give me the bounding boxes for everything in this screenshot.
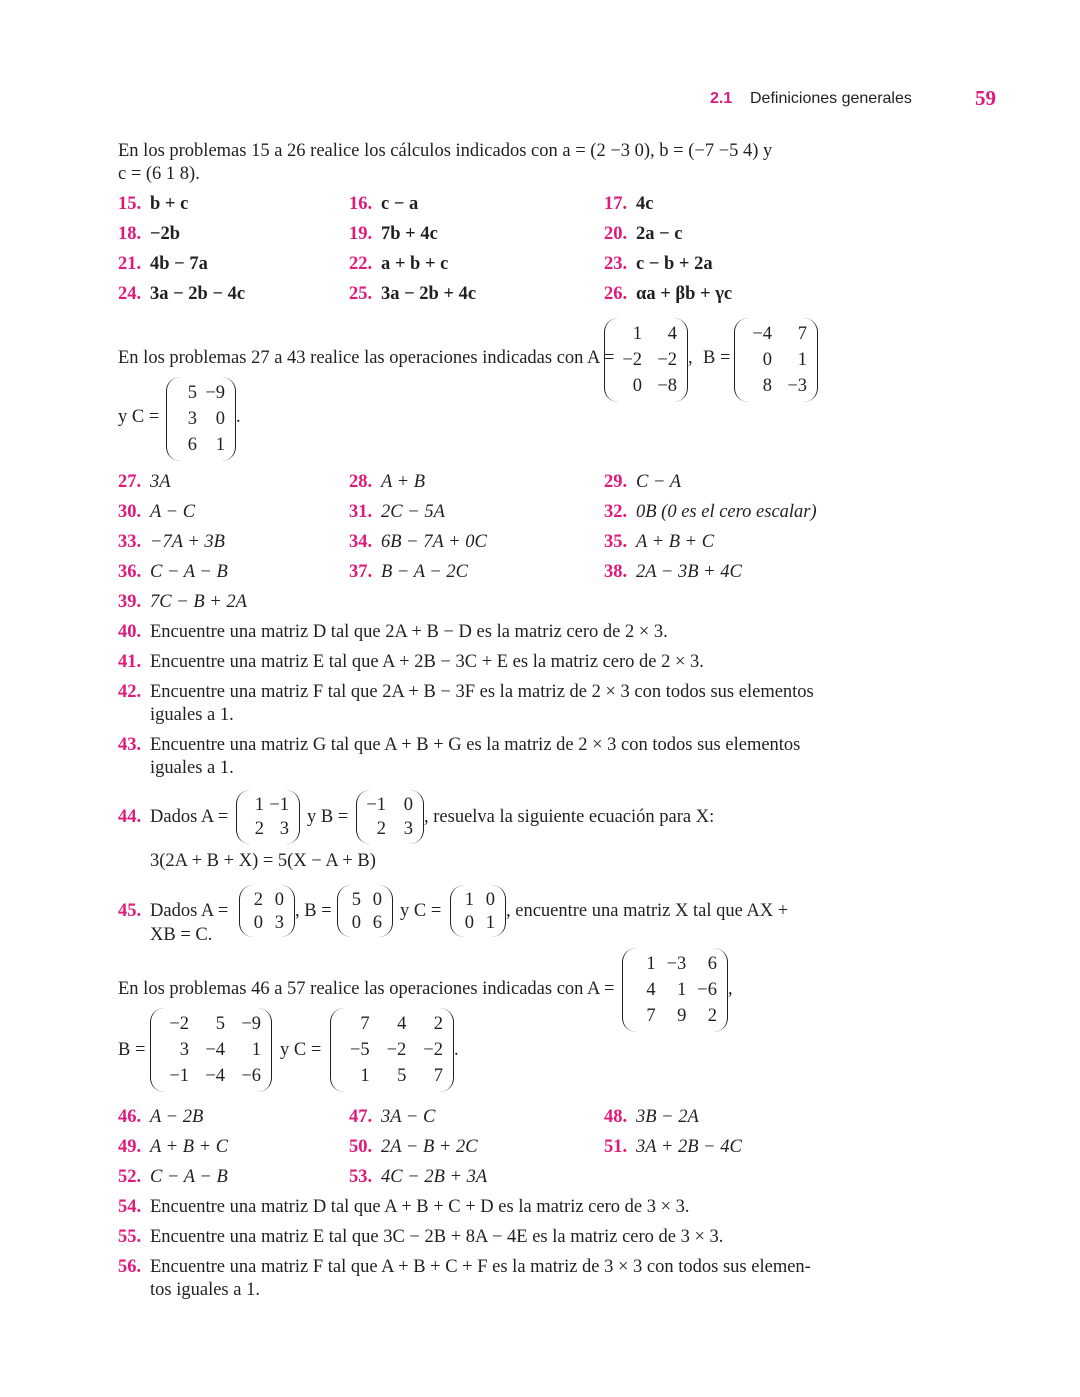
problem-number: 37. xyxy=(349,562,373,582)
problem-expression: A + B xyxy=(381,472,426,492)
matrix-cell: −2 xyxy=(622,350,642,370)
problem-item xyxy=(349,501,445,524)
matrix-c-label: y C = xyxy=(118,407,160,427)
problem-number: 15. xyxy=(118,194,142,214)
section-title: Definiciones generales xyxy=(750,90,912,107)
matrix-cell: −3 xyxy=(666,954,687,974)
problem-item xyxy=(349,253,448,276)
problem-item xyxy=(118,1136,228,1159)
matrix-cell: 3 xyxy=(179,1040,189,1060)
matrix-cell: 0 xyxy=(632,376,642,396)
matrix-cell: 3 xyxy=(279,819,289,839)
problem-expression: 3A + 2B − 4C xyxy=(636,1137,742,1157)
matrix-cell: 1 xyxy=(251,1040,261,1060)
problem-number: 46. xyxy=(118,1107,142,1127)
matrix-cell: 0 xyxy=(403,795,413,815)
matrix-cell: 9 xyxy=(677,1006,687,1026)
problem-item xyxy=(604,283,732,306)
matrix-cell: −1 xyxy=(269,795,289,815)
problem-number: 19. xyxy=(349,224,373,244)
problem-text: Encuentre una matriz E tal que 3C − 2B + 8A − 4E es la matriz cero de 3 × 3. xyxy=(150,1227,724,1247)
matrix-cell: 1 xyxy=(464,889,474,910)
problem-item xyxy=(118,223,180,246)
matrix-a-2x2 xyxy=(239,885,295,937)
problem-number: 55. xyxy=(118,1227,142,1247)
problem-number: 49. xyxy=(118,1137,142,1157)
problem-text: Encuentre una matriz E tal que A + 2B − 3C + E es la matriz cero de 2 × 3. xyxy=(150,652,704,672)
matrix-cell: 1 xyxy=(254,795,264,815)
problem-item xyxy=(604,1136,742,1159)
problem-45 xyxy=(118,900,228,923)
matrix-cell: 1 xyxy=(360,1066,370,1086)
problem-number: 23. xyxy=(604,254,628,274)
matrix-a-2x2 xyxy=(236,790,300,844)
problem-number: 24. xyxy=(118,284,142,304)
matrix-cell: −9 xyxy=(241,1014,261,1034)
problem-expression: 6B − 7A + 0C xyxy=(381,532,487,552)
matrix-cell: 0 xyxy=(351,912,361,933)
problem-expression: 0B (0 es el cero escalar) xyxy=(636,502,817,522)
problem-expression: A + B + C xyxy=(636,532,715,552)
page-number: 59 xyxy=(975,86,996,110)
problem-44-mid: y B = xyxy=(307,807,349,827)
matrix-cell: 3 xyxy=(274,912,284,933)
matrix-b-2x2 xyxy=(337,885,393,937)
matrix-cell: 0 xyxy=(485,889,495,910)
matrix-cell: 7 xyxy=(797,324,807,344)
matrix-cell: 0 xyxy=(253,912,263,933)
problem-expression: 4C − 2B + 3A xyxy=(381,1167,488,1187)
matrix-cell: 7 xyxy=(433,1066,443,1086)
problem-expression: A − C xyxy=(150,502,196,522)
matrix-cell: 1 xyxy=(215,435,225,455)
matrix-cell: 7 xyxy=(360,1014,370,1034)
matrix-cell: −2 xyxy=(169,1014,189,1034)
matrix-c-label: y C = xyxy=(280,1040,322,1060)
problem-number: 48. xyxy=(604,1107,628,1127)
matrix-cell: 1 xyxy=(632,324,642,344)
problem-number: 25. xyxy=(349,284,373,304)
problem-text: Encuentre una matriz D tal que A + B + C + D es la matriz cero de 3 × 3. xyxy=(150,1197,690,1217)
problem-text: Encuentre una matriz D tal que 2A + B − D es la matriz cero de 2 × 3. xyxy=(150,622,668,642)
problem-number: 22. xyxy=(349,254,373,274)
problem-number: 16. xyxy=(349,194,373,214)
matrix-cell: −3 xyxy=(787,376,807,396)
matrix-cell: 0 xyxy=(762,350,772,370)
problem-item xyxy=(118,471,171,494)
matrix-cell: −4 xyxy=(205,1066,225,1086)
problem-expression: 2C − 5A xyxy=(381,502,445,522)
intro-15-26-line2: c = (6 1 8). xyxy=(118,164,200,184)
matrix-cell: 0 xyxy=(274,889,284,910)
matrix-cell: 2 xyxy=(376,819,386,839)
matrix-cell: 1 xyxy=(485,912,495,933)
problem-45-pre: Dados A = xyxy=(150,901,229,921)
problem-item xyxy=(349,1166,487,1189)
problem-expression: A − 2B xyxy=(150,1107,204,1127)
problem-expression: B − A − 2C xyxy=(381,562,468,582)
problem-number: 29. xyxy=(604,472,628,492)
problem-item xyxy=(118,531,225,554)
matrix-cell: 5 xyxy=(397,1066,407,1086)
matrix-cell: 8 xyxy=(762,376,772,396)
problem-item xyxy=(118,651,704,674)
matrix-cell: 2 xyxy=(254,819,264,839)
problem-45-post: , encuentre una matriz X tal que AX + xyxy=(506,901,789,921)
problem-item xyxy=(118,1106,203,1129)
problem-expression: 3a − 2b − 4c xyxy=(150,284,246,304)
matrix-cell: 6 xyxy=(707,954,717,974)
problem-text-continued: tos iguales a 1. xyxy=(150,1280,260,1300)
matrix-cell: 0 xyxy=(215,409,225,429)
problem-number: 53. xyxy=(349,1167,373,1187)
matrix-a-3x2 xyxy=(604,318,688,402)
matrix-cell: −6 xyxy=(241,1066,261,1086)
matrix-cell: −2 xyxy=(386,1040,407,1060)
problem-number: 39. xyxy=(118,592,142,612)
problem-expression: b + c xyxy=(150,194,189,214)
matrix-cell: 0 xyxy=(464,912,474,933)
problem-item xyxy=(118,1256,811,1279)
problem-number: 47. xyxy=(349,1107,373,1127)
matrix-cell: 1 xyxy=(677,980,687,1000)
problem-number: 54. xyxy=(118,1197,142,1217)
matrix-b-label: B = xyxy=(118,1040,146,1060)
problem-item xyxy=(118,1166,228,1189)
problem-number: 18. xyxy=(118,224,142,244)
problem-number: 40. xyxy=(118,622,142,642)
problem-expression: 3a − 2b + 4c xyxy=(381,284,477,304)
problem-number: 27. xyxy=(118,472,142,492)
matrix-cell: −8 xyxy=(657,376,677,396)
matrix-cell: −4 xyxy=(752,324,772,344)
problem-expression: −2b xyxy=(150,224,181,244)
problem-number: 43. xyxy=(118,735,142,755)
matrix-c-3x3 xyxy=(330,1008,454,1092)
matrix-cell: 6 xyxy=(187,435,197,455)
problem-item xyxy=(349,223,438,246)
problem-number: 34. xyxy=(349,532,373,552)
problem-expression: 2A − B + 2C xyxy=(381,1137,478,1157)
matrix-cell: −4 xyxy=(205,1040,225,1060)
problem-45-line2: XB = C. xyxy=(150,925,213,945)
problem-expression: 4b − 7a xyxy=(150,254,208,274)
problem-number: 28. xyxy=(349,472,373,492)
matrix-cell: 4 xyxy=(667,324,677,344)
matrix-cell: −2 xyxy=(657,350,677,370)
problem-item xyxy=(118,283,245,306)
intro-15-26-line1: En los problemas 15 a 26 realice los cálculos indicados con a = (2 −3 0), b = (−7 −5 4) y xyxy=(118,141,773,161)
problem-item xyxy=(118,501,195,524)
problem-number: 35. xyxy=(604,532,628,552)
problem-number: 30. xyxy=(118,502,142,522)
problem-expression: 2a − c xyxy=(636,224,683,244)
problem-expression: 7b + 4c xyxy=(381,224,438,244)
comma: , xyxy=(688,348,693,368)
problem-expression: 3A − C xyxy=(381,1107,436,1127)
problem-number: 31. xyxy=(349,502,373,522)
problem-expression: C − A − B xyxy=(150,562,228,582)
section-number: 2.1 xyxy=(710,90,733,107)
matrix-cell: −5 xyxy=(349,1040,370,1060)
matrix-cell: 6 xyxy=(372,912,382,933)
problem-expression: −7A + 3B xyxy=(150,532,225,552)
matrix-cell: 5 xyxy=(351,889,361,910)
period: . xyxy=(236,407,241,427)
problem-expression: c − b + 2a xyxy=(636,254,713,274)
problem-expression: A + B + C xyxy=(150,1137,229,1157)
matrix-cell: 4 xyxy=(397,1014,407,1034)
period: . xyxy=(454,1040,459,1060)
matrix-c-2x2 xyxy=(450,885,506,937)
intro-46-57: En los problemas 46 a 57 realice las operaciones indicadas con A = xyxy=(118,979,615,999)
problem-expression: C − A − B xyxy=(150,1167,228,1187)
matrix-cell: 1 xyxy=(797,350,807,370)
problem-text: Encuentre una matriz F tal que A + B + C + F es la matriz de 3 × 3 con todos sus elemen- xyxy=(150,1257,811,1277)
problem-item xyxy=(604,193,653,216)
matrix-cell: 7 xyxy=(646,1006,656,1026)
matrix-cell: −1 xyxy=(169,1066,189,1086)
matrix-cell: 2 xyxy=(433,1014,443,1034)
problem-item xyxy=(349,561,468,584)
problem-number: 42. xyxy=(118,682,142,702)
matrix-cell: 5 xyxy=(187,383,197,403)
problem-45-b-label: , B = xyxy=(295,901,332,921)
problem-expression: 2A − 3B + 4C xyxy=(636,562,742,582)
problem-item xyxy=(118,1196,690,1219)
problem-44 xyxy=(118,806,228,829)
matrix-b-3x2 xyxy=(734,318,818,402)
matrix-cell: 4 xyxy=(646,980,656,1000)
problem-item xyxy=(604,471,681,494)
matrix-b-3x3 xyxy=(150,1008,272,1092)
matrix-cell: −2 xyxy=(423,1040,443,1060)
page-header xyxy=(0,86,1080,116)
problem-number: 33. xyxy=(118,532,142,552)
problem-item xyxy=(604,253,713,276)
problem-number: 56. xyxy=(118,1257,142,1277)
problem-item xyxy=(604,561,742,584)
problem-44-equation: 3(2A + B + X) = 5(X − A + B) xyxy=(150,851,376,871)
problem-number: 50. xyxy=(349,1137,373,1157)
problem-number: 26. xyxy=(604,284,628,304)
problem-text: Encuentre una matriz F tal que 2A + B − 3F es la matriz de 2 × 3 con todos sus elementos xyxy=(150,682,814,702)
problem-number: 36. xyxy=(118,562,142,582)
problem-number: 17. xyxy=(604,194,628,214)
matrix-b-2x2 xyxy=(356,790,424,844)
intro-27-43: En los problemas 27 a 43 realice las operaciones indicadas con A = xyxy=(118,348,615,368)
problem-text-continued: iguales a 1. xyxy=(150,705,234,725)
problem-item xyxy=(118,681,814,704)
matrix-cell: 3 xyxy=(187,409,197,429)
problem-number: 41. xyxy=(118,652,142,672)
problem-text: Encuentre una matriz G tal que A + B + G es la matriz de 2 × 3 con todos sus elementos xyxy=(150,735,801,755)
problem-item xyxy=(604,531,714,554)
matrix-cell: −1 xyxy=(366,795,386,815)
matrix-cell: 0 xyxy=(372,889,382,910)
matrix-b-label: B = xyxy=(703,348,731,368)
problem-item xyxy=(349,471,425,494)
problem-expression: 4c xyxy=(636,194,654,214)
problem-number: 51. xyxy=(604,1137,628,1157)
matrix-a-3x3 xyxy=(622,948,728,1032)
problem-expression: αa + βb + γc xyxy=(636,284,733,304)
problem-expression: 3A xyxy=(150,472,171,492)
problem-item xyxy=(604,1106,699,1129)
matrix-cell: −9 xyxy=(205,383,225,403)
problem-number: 38. xyxy=(604,562,628,582)
matrix-cell: 3 xyxy=(403,819,413,839)
matrix-c-3x2 xyxy=(166,377,236,461)
problem-item xyxy=(118,621,668,644)
problem-44-post: , resuelva la siguiente ecuación para X: xyxy=(424,807,715,827)
problem-item xyxy=(118,193,188,216)
problem-item xyxy=(349,283,476,306)
problem-item xyxy=(118,734,800,757)
matrix-cell: −6 xyxy=(697,980,717,1000)
problem-number: 52. xyxy=(118,1167,142,1187)
problem-item xyxy=(118,1226,723,1249)
matrix-cell: 5 xyxy=(215,1014,225,1034)
problem-item xyxy=(349,193,418,216)
problem-item xyxy=(118,591,247,614)
problem-item xyxy=(349,1136,478,1159)
problem-45-c-label: y C = xyxy=(400,901,442,921)
problem-item xyxy=(604,223,683,246)
problem-item xyxy=(349,1106,435,1129)
problem-number: 20. xyxy=(604,224,628,244)
problem-number: 45. xyxy=(118,901,142,921)
matrix-cell: 2 xyxy=(707,1006,717,1026)
problem-expression: 7C − B + 2A xyxy=(150,592,247,612)
matrix-cell: 1 xyxy=(646,954,656,974)
problem-expression: c − a xyxy=(381,194,419,214)
problem-item xyxy=(604,501,817,524)
problem-44-pre: Dados A = xyxy=(150,807,229,827)
problem-expression: 3B − 2A xyxy=(636,1107,699,1127)
problem-text-continued: iguales a 1. xyxy=(150,758,234,778)
problem-number: 44. xyxy=(118,807,142,827)
matrix-cell: 2 xyxy=(253,889,263,910)
comma: , xyxy=(728,979,733,999)
problem-expression: a + b + c xyxy=(381,254,449,274)
problem-item xyxy=(349,531,487,554)
problem-item xyxy=(118,253,208,276)
problem-item xyxy=(118,561,228,584)
problem-number: 32. xyxy=(604,502,628,522)
problem-number: 21. xyxy=(118,254,142,274)
problem-expression: C − A xyxy=(636,472,682,492)
